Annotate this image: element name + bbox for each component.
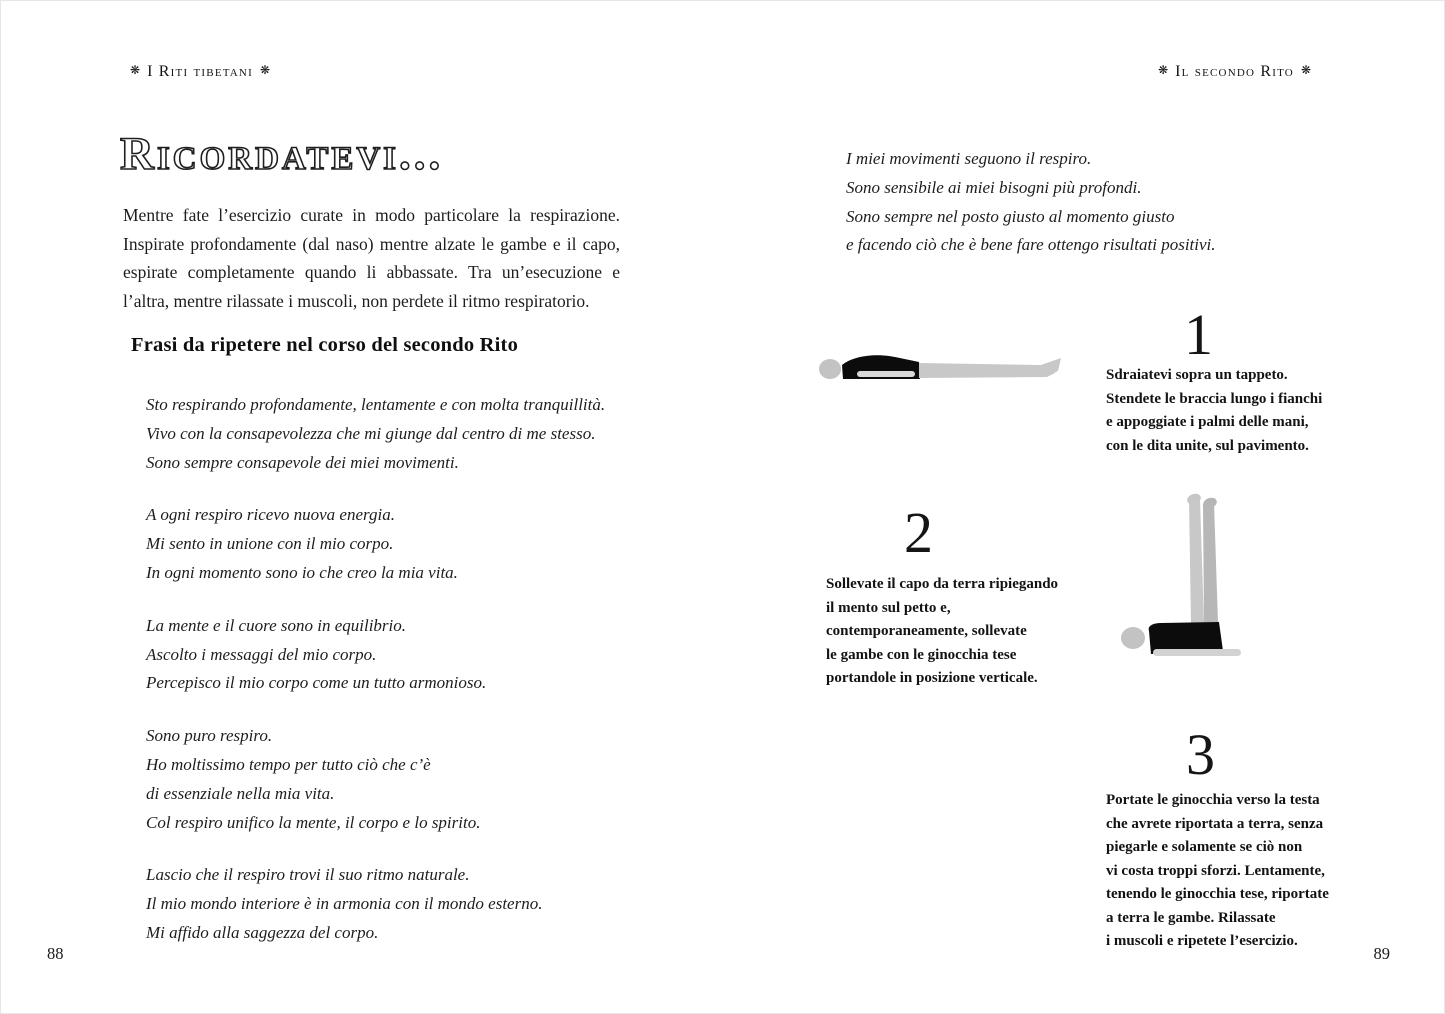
phrase-line: di essenziale nella mia vita. xyxy=(146,783,335,803)
step-text-line: Stendete le braccia lungo i fianchi xyxy=(1106,390,1323,407)
legs-raised-figure-illustration xyxy=(1097,491,1272,681)
step-text-line: che avrete riportata a terra, senza xyxy=(1106,815,1324,832)
step-text-line: a terra le gambe. Rilassate xyxy=(1106,909,1276,926)
phrase-line: Il mio mondo interiore è in armonia con il mondo esterno. xyxy=(146,894,543,914)
phrase-line: Col respiro unifico la mente, il corpo e lo spirito. xyxy=(146,812,481,832)
phrase-line: Percepisco il mio corpo come un tutto armonioso. xyxy=(146,673,487,693)
right-running-header xyxy=(1151,63,1318,81)
phrase-group xyxy=(146,391,605,477)
phrase-group xyxy=(146,861,605,947)
phrase-line: La mente e il cuore sono in equilibrio. xyxy=(146,615,407,635)
phrase-group xyxy=(146,612,605,698)
intro-paragraph: Mentre fate l’esercizio curate in modo particolare la respirazione. Inspirate profondamente (dal naso) mentre alzate le gambe e il capo, espirate completamente quando li abbassate. Tra un’esecuzione e l’altra, mentre rilassate i muscoli, non perdete il ritmo respiratorio. xyxy=(123,205,620,311)
phrases-block xyxy=(146,391,605,972)
step-1-number: 1 xyxy=(1184,302,1213,367)
phrase-line: e facendo ciò che è bene fare ottengo risultati positivi. xyxy=(846,235,1216,255)
step-text-line: con le dita unite, sul pavimento. xyxy=(1106,437,1309,454)
phrase-group xyxy=(146,501,605,587)
flower-ornament-icon: ❋ xyxy=(1300,63,1311,77)
step-text-line: e appoggiate i palmi delle mani, xyxy=(1106,414,1309,430)
left-page-number: 88 xyxy=(47,944,64,963)
step-2-number: 2 xyxy=(904,500,933,565)
step-text-line: tenendo le ginocchia tese, riportate xyxy=(1106,886,1329,902)
step-1-description xyxy=(1106,364,1322,458)
right-header-text: Il secondo Rito xyxy=(1175,63,1294,80)
flower-ornament-icon: ❋ xyxy=(1158,63,1169,77)
lying-figure-illustration xyxy=(809,344,1064,397)
right-page-number: 89 xyxy=(1373,944,1390,963)
phrase-line: A ogni respiro ricevo nuova energia. xyxy=(146,505,395,525)
chapter-title: Ricordatevi... xyxy=(120,128,444,180)
phrase-line: Sono sempre nel posto giusto al momento giusto xyxy=(846,206,1175,226)
phrase-group xyxy=(146,722,605,837)
step-3-description xyxy=(1106,789,1329,954)
phrase-line: In ogni momento sono io che creo la mia vita. xyxy=(146,562,458,582)
step-text-line: contemporaneamente, sollevate xyxy=(826,623,1027,639)
phrase-line: I miei movimenti seguono il respiro. xyxy=(846,149,1092,168)
phrase-line: Sto respirando profondamente, lentamente e con molta tranquillità. xyxy=(146,395,606,414)
step-text-line: Sdraiatevi sopra un tappeto. xyxy=(1106,367,1288,383)
phrase-line: Sono puro respiro. xyxy=(146,726,273,746)
step-text-line: il mento sul petto e, xyxy=(826,599,951,616)
step-3-number: 3 xyxy=(1186,722,1215,787)
step-text-line: Sollevate il capo da terra ripiegando xyxy=(826,576,1059,592)
phrases-subheading: Frasi da ripetere nel corso del secondo Rito xyxy=(131,334,519,356)
step-2-description xyxy=(826,573,1058,691)
step-text-line: piegarle e solamente se ciò non xyxy=(1106,839,1303,855)
phrase-line: Mi affido alla saggezza del corpo. xyxy=(146,922,379,942)
step-text-line: portandole in posizione verticale. xyxy=(826,670,1038,686)
phrase-line: Mi sento in unione con il mio corpo. xyxy=(146,534,394,554)
flower-ornament-icon: ❋ xyxy=(259,63,270,77)
phrase-line: Ascolto i messaggi del mio corpo. xyxy=(146,644,377,664)
phrase-line: Lascio che il respiro trovi il suo ritmo naturale. xyxy=(146,865,470,885)
flower-ornament-icon: ❋ xyxy=(130,63,141,77)
step-text-line: le gambe con le ginocchia tese xyxy=(826,646,1017,663)
phrase-line: Vivo con la consapevolezza che mi giunge dal centro di me stesso. xyxy=(146,423,596,443)
step-text-line: vi costa troppi sforzi. Lentamente, xyxy=(1106,862,1325,879)
step-text-line: i muscoli e ripetete l’esercizio. xyxy=(1106,933,1298,949)
left-running-header xyxy=(123,63,277,81)
step-text-line: Portate le ginocchia verso la testa xyxy=(1106,792,1320,808)
phrase-line: Ho moltissimo tempo per tutto ciò che c’è xyxy=(146,754,431,774)
phrase-line: Sono sempre consapevole dei miei movimenti. xyxy=(146,452,459,472)
right-intro-phrases xyxy=(846,145,1216,260)
phrase-line: Sono sensibile ai miei bisogni più profondi. xyxy=(846,177,1142,197)
left-header-text: I Riti tibetani xyxy=(147,63,253,80)
